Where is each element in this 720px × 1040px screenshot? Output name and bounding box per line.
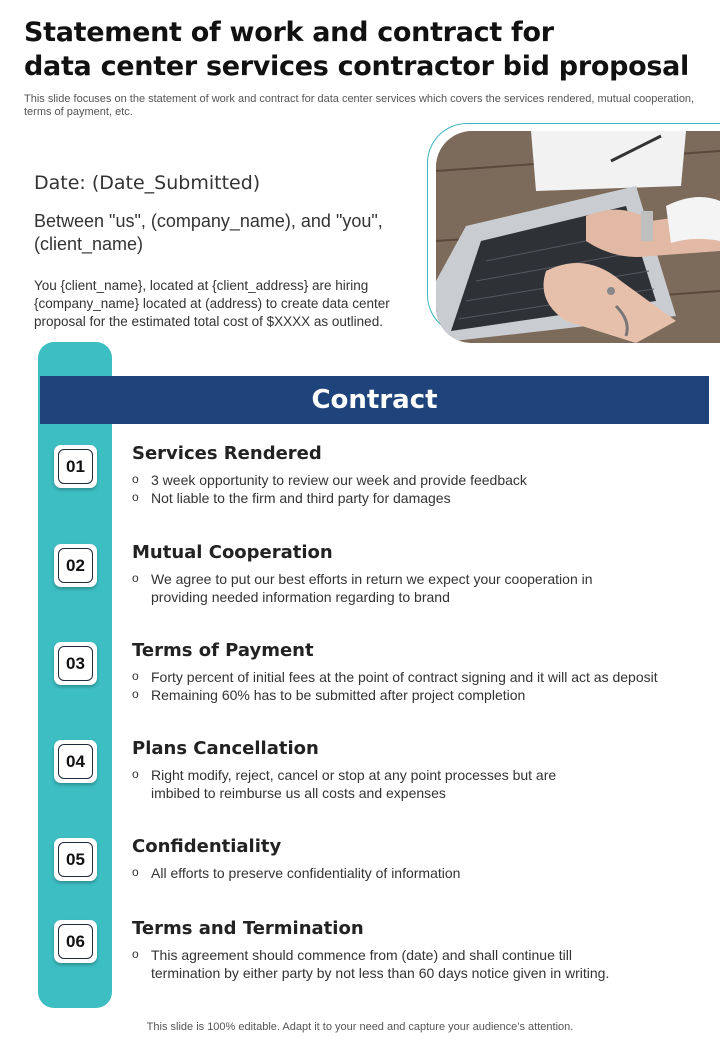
bullet: o Forty percent of initial fees at the point of contract signing and it will act as deposit bbox=[132, 668, 702, 686]
bullet: o We agree to put our best efforts in return we expect your cooperation in providing needed information regarding to brand bbox=[132, 570, 602, 606]
item-title: Plans Cancellation bbox=[132, 738, 319, 759]
item-number-box bbox=[54, 920, 97, 963]
item-title: Terms of Payment bbox=[132, 640, 314, 661]
laptop-typing-photo bbox=[436, 131, 720, 343]
bullet: o Not liable to the firm and third party for damages bbox=[132, 489, 702, 507]
item-number: 03 bbox=[58, 646, 93, 681]
item-number-box bbox=[54, 642, 97, 685]
bullet: o This agreement should commence from (date) and shall continue till termination by either party by not less than 60 days notice given in writing. bbox=[132, 946, 642, 982]
item-bullets bbox=[132, 864, 702, 882]
item-title: Confidentiality bbox=[132, 836, 282, 857]
intro-paragraph: You {client_name}, located at {client_address} are hiring {company_name} located at (address) to create data center proposal for the estimated total cost of $XXXX as outlined. bbox=[34, 278, 390, 329]
item-title: Services Rendered bbox=[132, 443, 322, 464]
slide-subtitle: This slide focuses on the statement of work and contract for data center services which covers the services rendered, mutual cooperation, terms of payment, etc. bbox=[24, 93, 695, 118]
item-number-box bbox=[54, 544, 97, 587]
item-bullets bbox=[132, 766, 582, 802]
date-submitted: Date: (Date_Submitted) bbox=[34, 172, 261, 194]
item-title: Terms and Termination bbox=[132, 918, 364, 939]
item-title: Mutual Cooperation bbox=[132, 542, 333, 563]
parties-line: Between "us", (company_name), and "you", (client_name) bbox=[34, 211, 383, 254]
item-bullets bbox=[132, 946, 642, 982]
bullet: o Right modify, reject, cancel or stop at any point processes but are imbibed to reimburse us all costs and expenses bbox=[132, 766, 582, 802]
item-number: 04 bbox=[58, 744, 93, 779]
contract-heading: Contract bbox=[40, 376, 709, 424]
item-number-box bbox=[54, 838, 97, 881]
item-number-box bbox=[54, 740, 97, 783]
item-bullets bbox=[132, 570, 602, 606]
item-number: 02 bbox=[58, 548, 93, 583]
bullet: o All efforts to preserve confidentiality of information bbox=[132, 864, 702, 882]
footer-note: This slide is 100% editable. Adapt it to your need and capture your audience’s attention. bbox=[146, 1021, 574, 1033]
item-number: 01 bbox=[58, 449, 93, 484]
title-line-2: data center services contractor bid proposal bbox=[24, 51, 690, 82]
title-line-1: Statement of work and contract for bbox=[24, 17, 554, 48]
item-number-box bbox=[54, 445, 97, 488]
bullet: o 3 week opportunity to review our week and provide feedback bbox=[132, 471, 702, 489]
item-bullets bbox=[132, 668, 702, 704]
slide-title bbox=[24, 16, 704, 84]
item-number: 05 bbox=[58, 842, 93, 877]
item-number: 06 bbox=[58, 924, 93, 959]
bullet: o Remaining 60% has to be submitted after project completion bbox=[132, 686, 702, 704]
item-bullets bbox=[132, 471, 702, 507]
